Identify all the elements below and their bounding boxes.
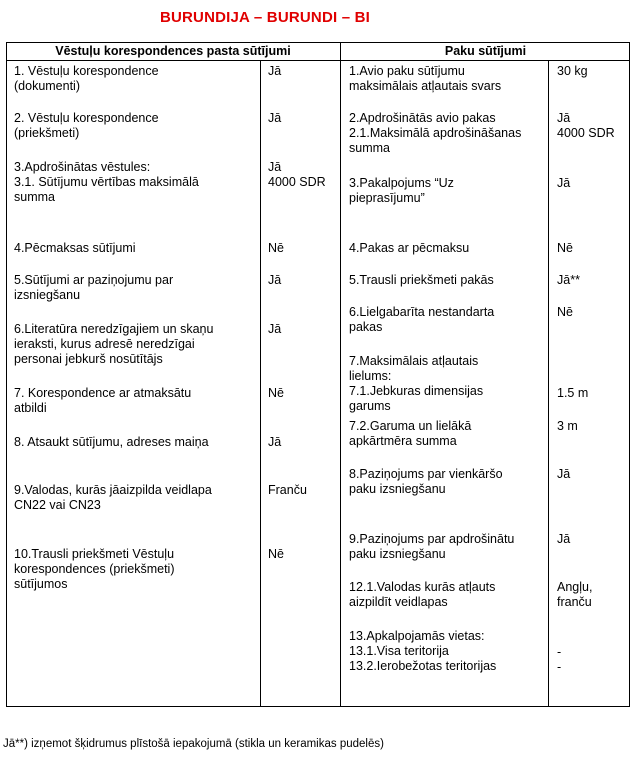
letters-row-value: Nē bbox=[268, 386, 284, 400]
letters-row-label: 9.Valodas, kurās jāaizpilda veidlapa CN22 vai CN23 bbox=[14, 483, 212, 512]
letters-row-label: 4.Pēcmaksas sūtījumi bbox=[14, 241, 136, 255]
letters-row-label: 6.Literatūra neredzīgajiem un skaņu ieraksti, kurus adresē neredzīgai personai jebkurš nosūtītājs bbox=[14, 322, 214, 366]
parcels-row-value: 30 kg bbox=[557, 64, 588, 78]
letters-row-label: 2. Vēstuļu korespondence (priekšmeti) bbox=[14, 111, 159, 140]
column-divider bbox=[260, 60, 261, 707]
parcels-row-label: 13.Apkalpojamās vietas: 13.1.Visa teritorija 13.2.Ierobežotas teritorijas bbox=[349, 629, 497, 673]
parcels-row-value: Nē bbox=[557, 241, 573, 255]
column-divider bbox=[340, 42, 341, 707]
parcels-row-value: Nē bbox=[557, 305, 573, 319]
parcels-row-label: 4.Pakas ar pēcmaksu bbox=[349, 241, 470, 255]
parcels-row-value: Jā bbox=[557, 176, 571, 190]
parcels-row-label: 1.Avio paku sūtījumu maksimālais atļautais svars bbox=[349, 64, 502, 93]
parcels-row-label: 3.Pakalpojums “Uz pieprasījumu” bbox=[349, 176, 454, 205]
letters-row-value: Jā 4000 SDR bbox=[268, 160, 326, 189]
parcels-row-value: Jā** bbox=[557, 273, 580, 287]
letters-row-value: Jā bbox=[268, 273, 282, 287]
parcels-row-label: 2.Apdrošinātās avio pakas 2.1.Maksimālā apdrošināšanas summa bbox=[349, 111, 522, 155]
header-divider bbox=[6, 60, 630, 61]
letters-row-value: Nē bbox=[268, 547, 284, 561]
parcels-row-value: Jā bbox=[557, 467, 571, 481]
letters-row-label: 10.Trausli priekšmeti Vēstuļu korespondences (priekšmeti) sūtījumos bbox=[14, 547, 175, 591]
parcels-row-label: 8.Paziņojums par vienkāršo paku izsniegšanu bbox=[349, 467, 503, 496]
letters-row-label: 8. Atsaukt sūtījumu, adreses maiņa bbox=[14, 435, 209, 449]
page-title: BURUNDIJA – BURUNDI – BI bbox=[159, 9, 371, 26]
parcels-row-value: Angļu, franču bbox=[557, 580, 593, 609]
letters-header: Vēstuļu korespondences pasta sūtījumi bbox=[55, 44, 291, 58]
column-divider bbox=[548, 60, 549, 707]
footnote: Jā**) izņemot šķidrumus plīstošā iepakojumā (stikla un keramikas pudelēs) bbox=[3, 738, 384, 750]
letters-row-label: 1. Vēstuļu korespondence (dokumenti) bbox=[14, 64, 159, 93]
parcels-row-label: 6.Lielgabarīta nestandarta pakas bbox=[349, 305, 495, 334]
letters-row-value: Jā bbox=[268, 435, 282, 449]
parcels-row-label: 9.Paziņojums par apdrošinātu paku izsniegšanu bbox=[349, 532, 515, 561]
parcels-row-value: 3 m bbox=[557, 419, 578, 433]
parcels-row-label: 12.1.Valodas kurās atļauts aizpildīt veidlapas bbox=[349, 580, 496, 609]
letters-row-label: 5.Sūtījumi ar paziņojumu par izsniegšanu bbox=[14, 273, 174, 302]
parcels-row-value: Jā 4000 SDR bbox=[557, 111, 615, 140]
letters-row-value: Jā bbox=[268, 111, 282, 125]
parcels-row-value: Jā bbox=[557, 532, 571, 546]
parcels-row-value: 1.5 m bbox=[557, 386, 589, 400]
letters-row-value: Jā bbox=[268, 322, 282, 336]
letters-row-value: Nē bbox=[268, 241, 284, 255]
parcels-row-value: - - bbox=[557, 645, 562, 674]
letters-row-value: Franču bbox=[268, 483, 307, 497]
parcels-row-label: 5.Trausli priekšmeti pakās bbox=[349, 273, 494, 287]
letters-row-value: Jā bbox=[268, 64, 282, 78]
parcels-row-label: 7.Maksimālais atļautais lielums: 7.1.Jebkuras dimensijas garums bbox=[349, 354, 484, 413]
letters-row-label: 7. Korespondence ar atmaksātu atbildi bbox=[14, 386, 192, 415]
parcels-row-label: 7.2.Garuma un lielākā apkārtmēra summa bbox=[349, 419, 472, 448]
letters-row-label: 3.Apdrošinātas vēstules: 3.1. Sūtījumu vērtības maksimālā summa bbox=[14, 160, 199, 204]
parcels-header: Paku sūtījumi bbox=[444, 44, 527, 58]
